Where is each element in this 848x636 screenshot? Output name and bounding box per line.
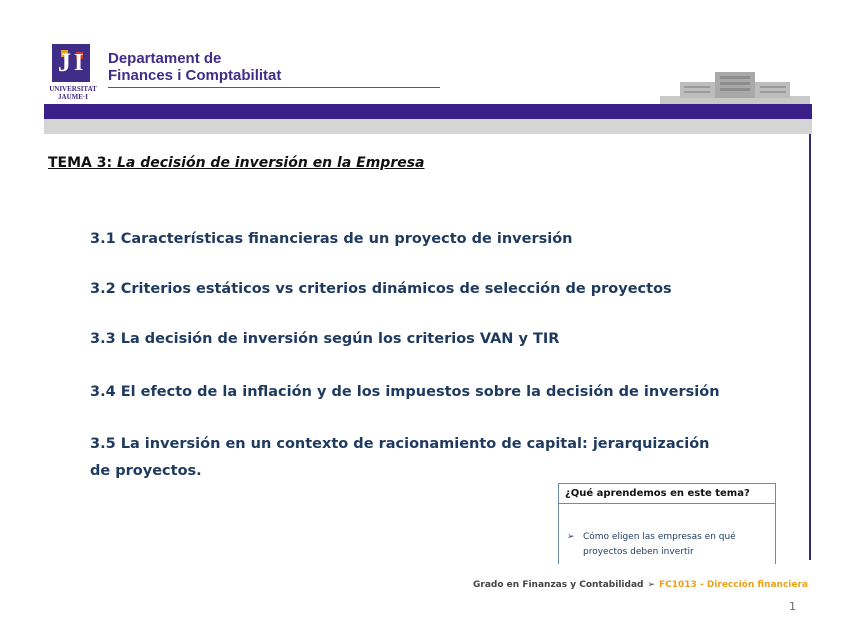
page-number: 1 <box>789 600 796 613</box>
right-border-line <box>809 134 811 560</box>
topic-item-3-5: 3.5 La inversión en un contexto de racionamiento de capital: jerarquización <box>90 436 710 452</box>
footer <box>395 580 808 590</box>
department-line1: Departament de <box>108 50 222 67</box>
header-band-gray <box>44 119 812 134</box>
callout-bullet-line1: Cómo eligen las empresas en qué <box>583 532 736 542</box>
arrow-bullet-icon: ➢ <box>567 532 575 542</box>
topic-item-3-1: 3.1 Características financieras de un proyecto de inversión <box>90 231 573 247</box>
footer-arrow-icon: ➢ <box>647 580 656 590</box>
slide-title <box>48 155 425 171</box>
callout-bullet-text <box>583 530 769 560</box>
callout-bullet-line2: proyectos deben invertir <box>583 547 694 557</box>
topic-item-3-4: 3.4 El efecto de la inflación y de los impuestos sobre la decisión de inversión <box>90 384 720 400</box>
slide-title-prefix: TEMA 3: <box>48 155 117 171</box>
logo-text <box>46 85 100 101</box>
logo-text-line2: JAUME·I <box>58 93 88 101</box>
topic-item-3-5-cont: de proyectos. <box>90 463 202 479</box>
footer-course: FC1013 - Dirección financiera <box>659 580 808 590</box>
callout-title: ¿Qué aprendemos en este tema? <box>565 488 750 499</box>
header-divider <box>108 87 440 88</box>
logo-emblem: J I <box>52 44 90 82</box>
department-line2: Finances i Comptabilitat <box>108 67 282 84</box>
slide-title-italic: La decisión de inversión en la Empresa <box>116 155 425 171</box>
footer-degree: Grado en Finanzas y Contabilidad <box>473 580 644 590</box>
topic-item-3-2: 3.2 Criterios estáticos vs criterios dinámicos de selección de proyectos <box>90 281 672 297</box>
building-image <box>660 70 810 104</box>
header-band-purple <box>44 104 812 119</box>
logo-text-line1: UNIVERSITAT <box>49 85 97 93</box>
learning-callout <box>558 483 776 564</box>
department-title <box>108 50 281 84</box>
callout-divider <box>559 503 775 504</box>
topic-item-3-3: 3.3 La decisión de inversión según los criterios VAN y TIR <box>90 331 560 347</box>
